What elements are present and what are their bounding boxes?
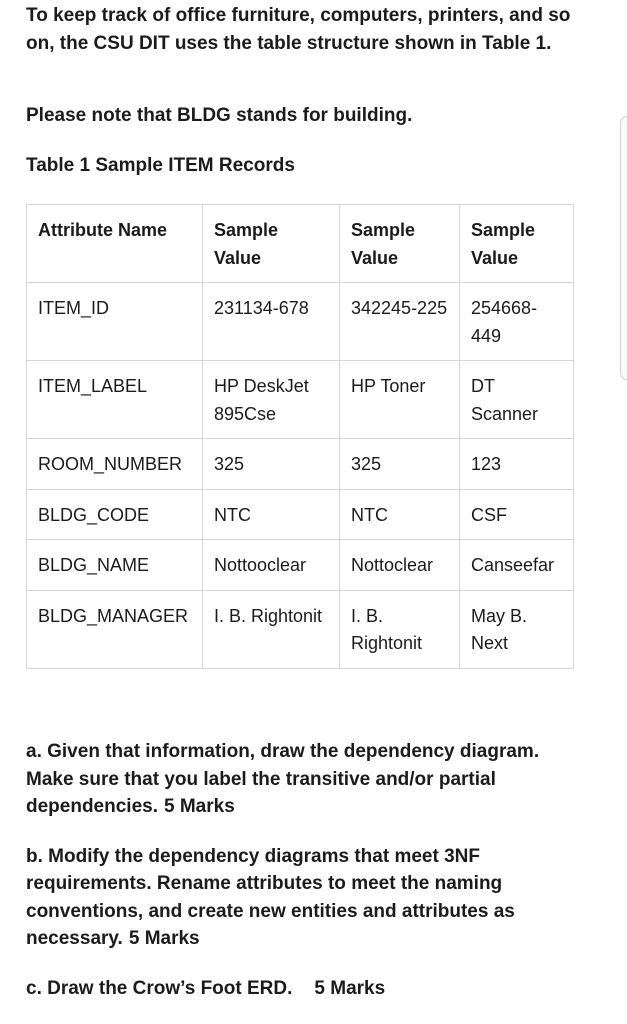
item-records-table (26, 204, 574, 669)
table-cell: BLDG_CODE (27, 489, 203, 540)
table-row (27, 540, 574, 591)
table-cell: 123 (460, 439, 574, 490)
table-cell: 231134-678 (203, 283, 340, 361)
table-cell: BLDG_MANAGER (27, 590, 203, 668)
table-cell: HP Toner (340, 361, 460, 439)
table-row (27, 283, 574, 361)
table-cell: CSF (460, 489, 574, 540)
table-cell: I. B. Rightonit (340, 590, 460, 668)
table-cell: HP DeskJet 895Cse (203, 361, 340, 439)
table-row (27, 489, 574, 540)
table-cell: I. B. Rightonit (203, 590, 340, 668)
table-cell: DT Scanner (460, 361, 574, 439)
table-cell: 325 (340, 439, 460, 490)
table-row (27, 439, 574, 490)
question-a-text: a. Given that information, draw the dependency diagram. Make sure that you label the transitive and/or partial dependencies. (26, 741, 540, 817)
question-c-text: c. Draw the Crow’s Foot ERD. (26, 977, 293, 999)
question-b-text: b. Modify the dependency diagrams that meet 3NF requirements. Rename attributes to meet the naming conventions, and create new entities and attributes as necessary. (26, 845, 515, 949)
table-cell: Nottoclear (340, 540, 460, 591)
table-cell: 325 (203, 439, 340, 490)
header-sample-value-1: Sample Value (203, 205, 340, 283)
table-cell: ROOM_NUMBER (27, 439, 203, 490)
table-cell: Nottooclear (203, 540, 340, 591)
table-row (27, 361, 574, 439)
intro-paragraph: To keep track of office furniture, computers, printers, and so on, the CSU DIT uses the table structure shown in Table 1. (26, 5, 571, 54)
building-note: Please note that BLDG stands for building. (26, 105, 413, 126)
table-cell: 342245-225 (340, 283, 460, 361)
table-cell: BLDG_NAME (27, 540, 203, 591)
question-a (26, 738, 586, 821)
table-header-row (27, 205, 574, 283)
table-cell: May B. Next (460, 590, 574, 668)
questions-section (26, 738, 586, 1024)
question-a-marks: 5 Marks (164, 796, 235, 817)
side-scroll-handle[interactable] (620, 116, 627, 380)
table-row (27, 590, 574, 668)
header-attribute-name: Attribute Name (27, 205, 203, 283)
table-cell: ITEM_ID (27, 283, 203, 361)
table-title: Table 1 Sample ITEM Records (26, 155, 295, 176)
question-c-marks: 5 Marks (314, 977, 386, 999)
table-cell: ITEM_LABEL (27, 361, 203, 439)
question-c (26, 975, 586, 1003)
table-cell: 254668-449 (460, 283, 574, 361)
header-sample-value-3: Sample Value (460, 205, 574, 283)
question-b (26, 843, 586, 953)
table-cell: NTC (203, 489, 340, 540)
header-sample-value-2: Sample Value (340, 205, 460, 283)
question-b-marks: 5 Marks (128, 928, 200, 949)
table-cell: NTC (340, 489, 460, 540)
table-cell: Canseefar (460, 540, 574, 591)
